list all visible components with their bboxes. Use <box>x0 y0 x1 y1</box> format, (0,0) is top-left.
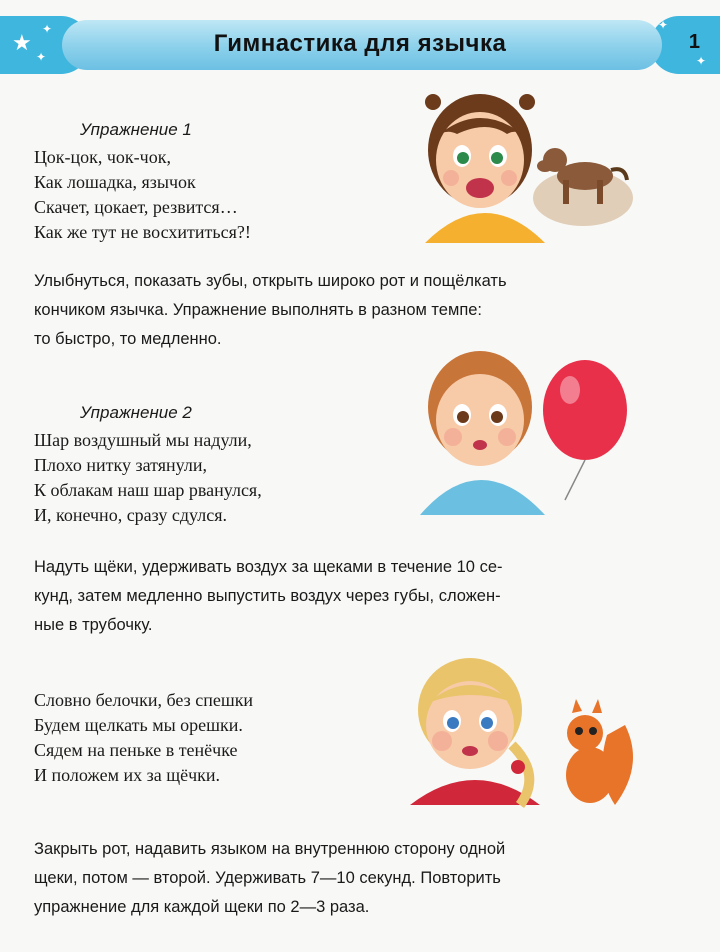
instruction-line: кончиком язычка. Упражнение выполнять в разном темпе: <box>34 301 483 319</box>
instruction-line: Закрыть рот, надавить языком на внутреннюю сторону одной <box>34 840 506 858</box>
exercise-3-poem <box>34 688 253 788</box>
star-icon: ★ <box>12 30 32 55</box>
exercise-1-instructions <box>34 267 624 354</box>
instruction-line: ные в трубочку. <box>34 616 153 634</box>
poem-line: К облакам наш шар рванулся, <box>34 480 262 500</box>
balloon-icon <box>543 360 627 500</box>
instruction-line: щеки, потом — второй. Удерживать 7—10 секунд. Повторить <box>34 869 501 887</box>
poem-line: И, конечно, сразу сдулся. <box>34 505 228 525</box>
instruction-line: кунд, затем медленно выпустить воздух через губы, сложен- <box>34 587 501 605</box>
poem-line: Как же тут не восхититься?! <box>34 222 251 242</box>
star-icon: ✦ <box>42 22 53 36</box>
poem-line: Скачет, цокает, резвится… <box>34 197 238 217</box>
page-number: 1 <box>688 31 700 53</box>
instruction-line: упражнение для каждой щеки по 2—3 раза. <box>34 898 370 916</box>
star-icon: ✦ <box>36 50 47 64</box>
header-band <box>0 16 720 74</box>
squirrel-icon <box>566 699 633 805</box>
exercise-1-title: Упражнение 1 <box>80 120 192 139</box>
girl-face-icon <box>425 94 545 243</box>
poem-line: Шар воздушный мы надули, <box>34 430 252 450</box>
exercise-2-title: Упражнение 2 <box>80 403 192 422</box>
exercise-1-poem <box>34 145 251 245</box>
boy-face-icon <box>420 351 545 515</box>
exercise-2-instructions <box>34 553 624 640</box>
instruction-line: Улыбнуться, показать зубы, открыть широко рот и пощёлкать <box>34 272 507 290</box>
toy-horse-icon <box>533 148 633 226</box>
page-title: Гимнастика для язычка <box>213 30 507 57</box>
exercise-3-instructions <box>34 835 624 922</box>
poem-line: Как лошадка, язычок <box>34 172 196 192</box>
star-icon: ✦ <box>696 54 707 68</box>
exercise-2-poem <box>34 428 262 528</box>
poem-line: Словно белочки, без спешки <box>34 690 254 710</box>
poem-line: Сядем на пеньке в тенёчке <box>34 740 238 760</box>
poem-line: Цок-цок, чок-чок, <box>34 147 171 167</box>
girl-with-horse-illustration <box>405 88 640 248</box>
star-icon: ✦ <box>658 18 669 32</box>
poem-line: И положем их за щёчки. <box>34 765 221 785</box>
instruction-line: то быстро, то медленно. <box>34 330 222 348</box>
instruction-line: Надуть щёки, удерживать воздух за щеками в течение 10 се- <box>34 558 503 576</box>
girl-face-icon <box>410 658 540 805</box>
boy-with-balloon-illustration <box>415 345 635 520</box>
poem-line: Плохо нитку затянули, <box>34 455 207 475</box>
poem-line: Будем щелкать мы орешки. <box>34 715 243 735</box>
girl-with-squirrel-illustration <box>400 655 640 810</box>
